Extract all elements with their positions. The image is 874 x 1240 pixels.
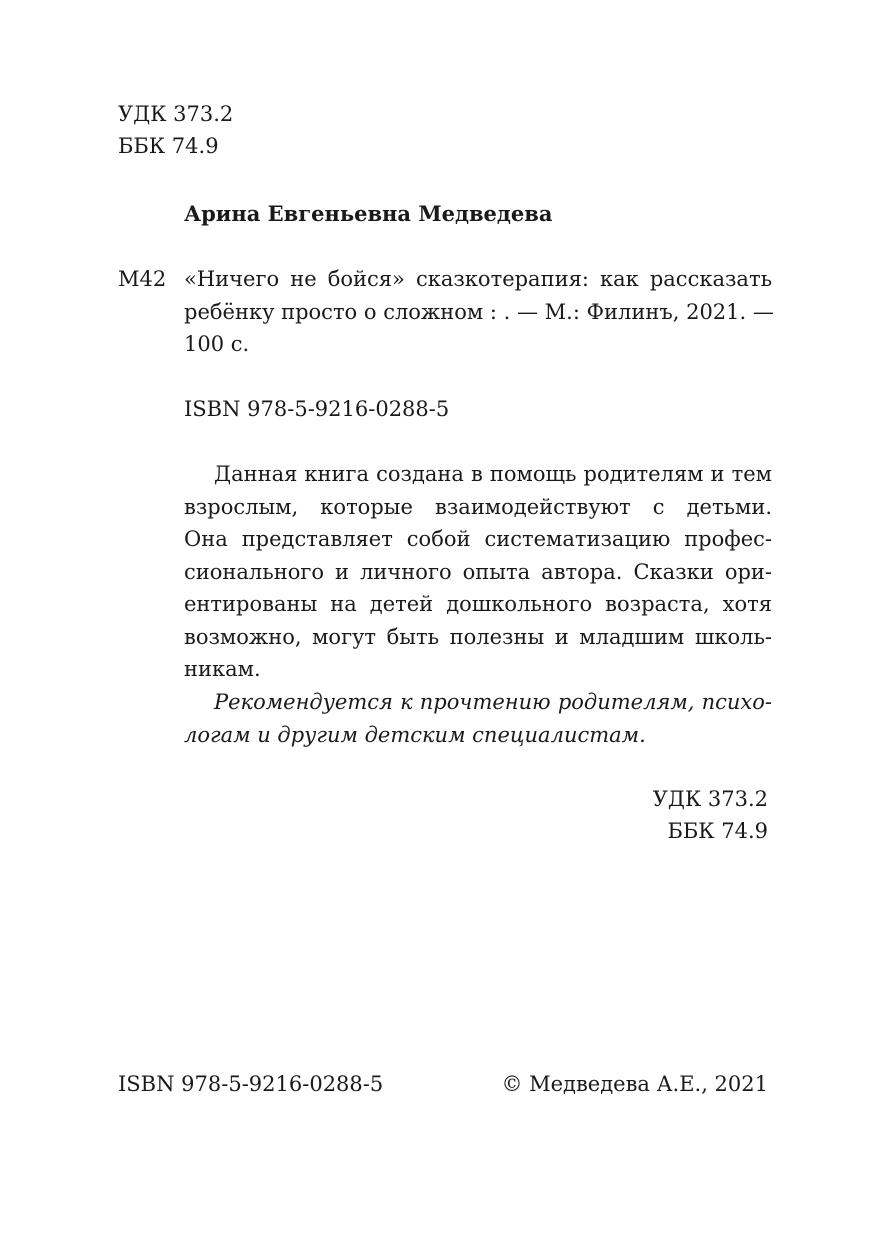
annotation-line: Данная книга создана в помощь родителям и тем	[214, 462, 772, 486]
udk-code: УДК 373.2	[118, 102, 234, 126]
top-classification-codes	[118, 98, 233, 162]
title-line: ребёнку просто о сложном : . — М.: Филинъ, 2021. —	[184, 300, 774, 324]
isbn: ISBN 978-5-9216-0288-5	[184, 397, 450, 421]
annotation-line: сионального и личного опыта автора. Сказки ори-	[184, 559, 772, 584]
author-mark: М42	[118, 267, 167, 291]
author-name: Арина Евгеньевна Медведева	[184, 201, 553, 226]
title-line: «Ничего не бойся» сказкотерапия: как рассказать	[184, 267, 772, 291]
annotation	[184, 458, 772, 686]
right-classification-codes	[584, 783, 768, 847]
udk-code: УДК 373.2	[652, 787, 768, 811]
footer-isbn: ISBN 978-5-9216-0288-5	[118, 1072, 384, 1096]
copyright-notice: © Медведева А.Е., 2021	[501, 1072, 768, 1096]
bbk-code: ББК 74.9	[118, 134, 219, 158]
recommendation	[184, 686, 772, 751]
bbk-code: ББК 74.9	[667, 819, 768, 843]
annotation-line: ентированы на детей дошкольного возраста, хотя	[184, 592, 772, 616]
title-line: 100 с.	[184, 332, 250, 356]
annotation-line: возможно, могут быть полезны и младшим школь-	[184, 624, 772, 649]
annotation-line: Она представляет собой систематизацию профес-	[184, 527, 772, 551]
recommendation-line: Рекомендуется к прочтению родителям, психо-	[214, 690, 772, 714]
annotation-line: взрослым, которые взаимодействуют с детьми.	[184, 494, 772, 519]
recommendation-line: логам и другим детским специалистам.	[184, 722, 646, 747]
annotation-line: никам.	[184, 657, 261, 681]
